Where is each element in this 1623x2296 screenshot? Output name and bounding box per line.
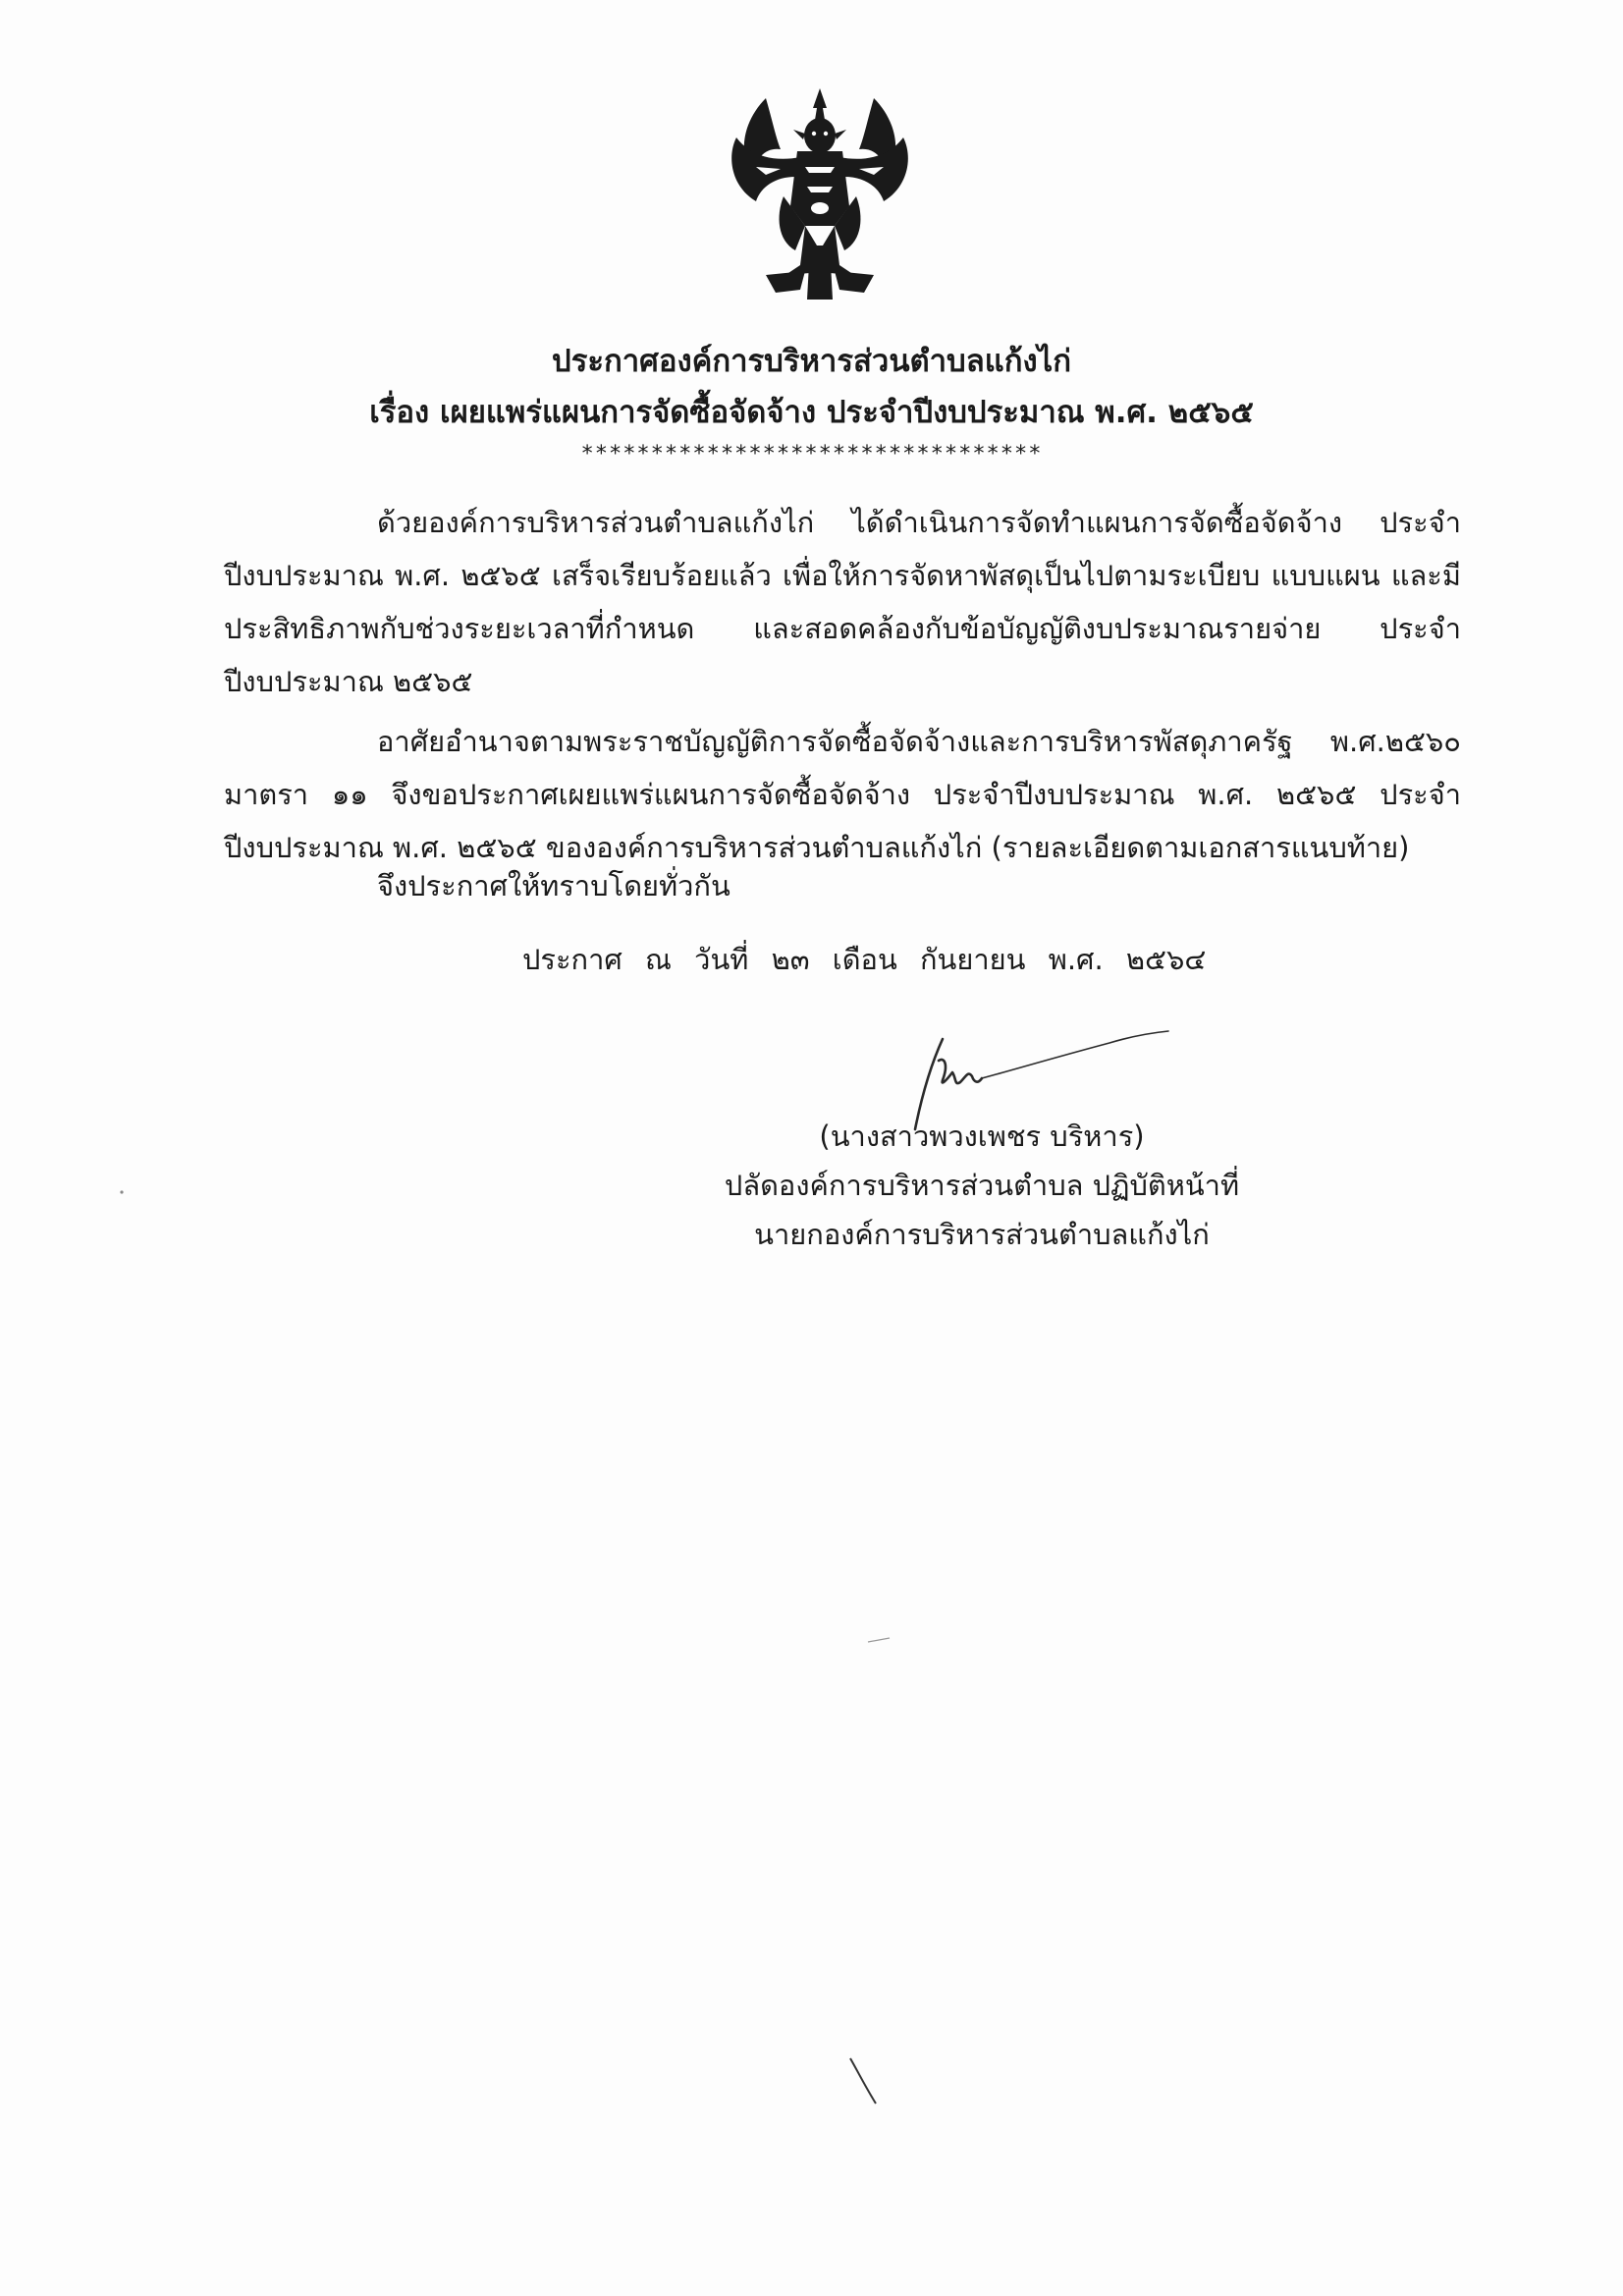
date-at: ณ bbox=[645, 943, 672, 976]
announcement-date bbox=[522, 933, 1219, 986]
announcement-subject: เรื่อง เผยแพร่แผนการจัดซื้อจัดจ้าง ประจำปีงบประมาณ พ.ศ. ๒๕๖๕ bbox=[369, 395, 1254, 430]
announcement-title: ประกาศองค์การบริหารส่วนตำบลแก้งไก่ bbox=[552, 344, 1071, 379]
body-paragraph-1: ด้วยองค์การบริหารส่วนตำบลแก้งไก่ ได้ดำเนินการจัดทำแผนการจัดซื้อจัดจ้าง ประจำปีงบประมาณ พ.ศ. ๒๕๖๕ เสร็จเรียบร้อยแล้ว เพื่อให้การจัดหาพัสดุเป็นไปตามระเบียบ แบบแผน และมีประสิทธิภาพกับช่วงระยะเวลาที่กำหนด และสอดคล้องกับข้อบัญญัติงบประมาณรายจ่าย ประจำปีงบประมาณ ๒๕๖๕ bbox=[224, 506, 1461, 698]
scan-mark bbox=[844, 2052, 884, 2111]
date-year-label: พ.ศ. bbox=[1048, 943, 1104, 976]
scan-dot bbox=[116, 1186, 128, 1198]
signatory-block bbox=[707, 1112, 1257, 1259]
date-day: ๒๓ bbox=[771, 943, 810, 976]
body-paragraph-2: อาศัยอำนาจตามพระราชบัญญัติการจัดซื้อจัดจ้างและการบริหารพัสดุภาครัฐ พ.ศ.๒๕๖๐ มาตรา ๑๑ จึงขอประกาศเผยแพร่แผนการจัดซื้อจัดจ้าง ประจำปีงบประมาณ พ.ศ. ๒๕๖๕ ประจำปีงบประมาณ พ.ศ. ๒๕๖๕ ขององค์การบริหารส่วนตำบลแก้งไก่ (รายละเอียดตามเอกสารแนบท้าย) bbox=[224, 725, 1461, 864]
date-month: กันยายน bbox=[920, 943, 1026, 976]
signatory-position-2: นายกองค์การบริหารส่วนตำบลแก้งไก่ bbox=[754, 1218, 1210, 1251]
date-prefix: ประกาศ bbox=[522, 943, 622, 976]
date-year: ๒๕๖๔ bbox=[1125, 943, 1207, 976]
signatory-name: (นางสาวพวงเพชร บริหาร) bbox=[819, 1120, 1145, 1153]
date-day-label: วันที่ bbox=[694, 943, 749, 976]
title-separator: ********************************* bbox=[580, 442, 1043, 466]
date-month-label: เดือน bbox=[832, 943, 897, 976]
garuda-emblem-icon bbox=[707, 79, 933, 314]
scan-speck bbox=[864, 1630, 893, 1650]
body-paragraph-3: จึงประกาศให้ทราบโดยทั่วกัน bbox=[377, 869, 730, 902]
signatory-position-1: ปลัดองค์การบริหารส่วนตำบล ปฏิบัติหน้าที่ bbox=[724, 1169, 1240, 1202]
